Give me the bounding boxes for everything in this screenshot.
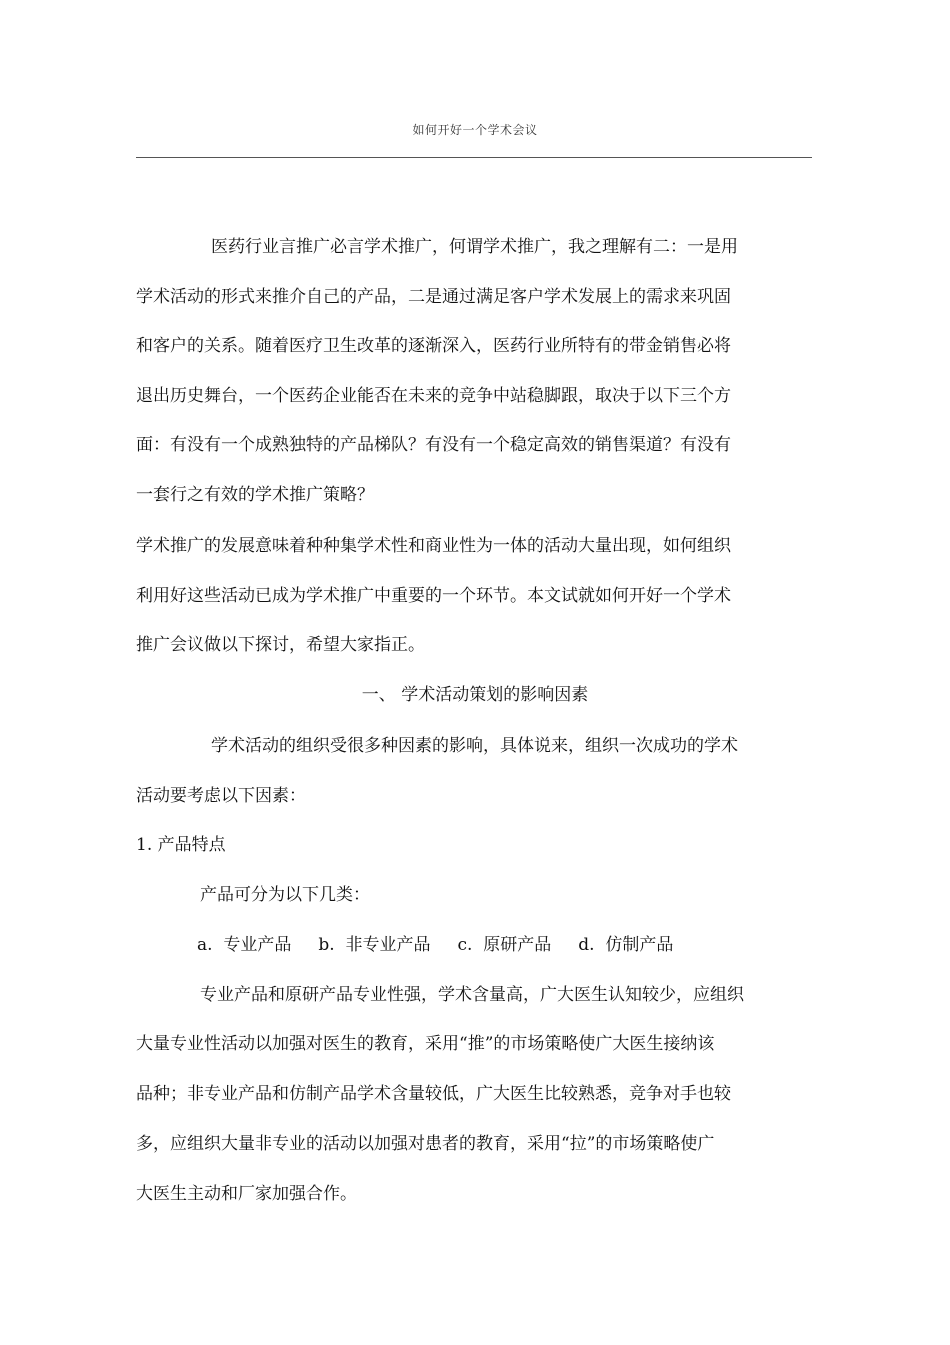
product-type-list: a. 专业产品 b. 非专业产品 c. 原研产品 d. 仿制产品 <box>197 935 674 955</box>
section-line: 活动要考虑以下因素： <box>136 786 306 806</box>
subsection-intro: 产品可分为以下几类： <box>200 885 370 905</box>
subsection-line: 专业产品和原研产品专业性强，学术含量高，广大医生认知较少，应组织 <box>200 985 744 1005</box>
intro-line: 医药行业言推广必言学术推广，何谓学术推广，我之理解有二：一是用 <box>211 237 738 257</box>
section-heading: 一、 学术活动策划的影响因素 <box>361 685 589 705</box>
paragraph-line: 学术推广的发展意味着种种集学术性和商业性为一体的活动大量出现，如何组织 <box>136 536 731 556</box>
paragraph-line: 推广会议做以下探讨，希望大家指正。 <box>136 635 425 655</box>
subsection-line: 多，应组织大量非专业的活动以加强对患者的教育，采用“拉”的市场策略使广 <box>136 1134 715 1154</box>
intro-line: 和客户的关系。随着医疗卫生改革的逐渐深入，医药行业所特有的带金销售必将 <box>136 336 731 356</box>
paragraph-line: 利用好这些活动已成为学术推广中重要的一个环节。本文试就如何开好一个学术 <box>136 586 731 606</box>
subsection-line: 品种；非专业产品和仿制产品学术含量较低，广大医生比较熟悉，竞争对手也较 <box>136 1084 731 1104</box>
subsection-heading: 1. 产品特点 <box>136 835 226 855</box>
header-divider <box>136 157 812 158</box>
intro-line: 退出历史舞台，一个医药企业能否在未来的竞争中站稳脚跟，取决于以下三个方 <box>136 386 731 406</box>
subsection-line: 大医生主动和厂家加强合作。 <box>136 1184 357 1204</box>
subsection-line: 大量专业性活动以加强对医生的教育，采用“推”的市场策略使广大医生接纳该 <box>136 1034 715 1054</box>
section-line: 学术活动的组织受很多种因素的影响，具体说来，组织一次成功的学术 <box>211 736 738 756</box>
intro-line: 学术活动的形式来推介自己的产品，二是通过满足客户学术发展上的需求来巩固 <box>136 287 731 307</box>
intro-line: 面：有没有一个成熟独特的产品梯队？有没有一个稳定高效的销售渠道？有没有 <box>136 435 731 455</box>
page-header-title: 如何开好一个学术会议 <box>412 123 538 137</box>
intro-line: 一套行之有效的学术推广策略？ <box>136 485 374 505</box>
